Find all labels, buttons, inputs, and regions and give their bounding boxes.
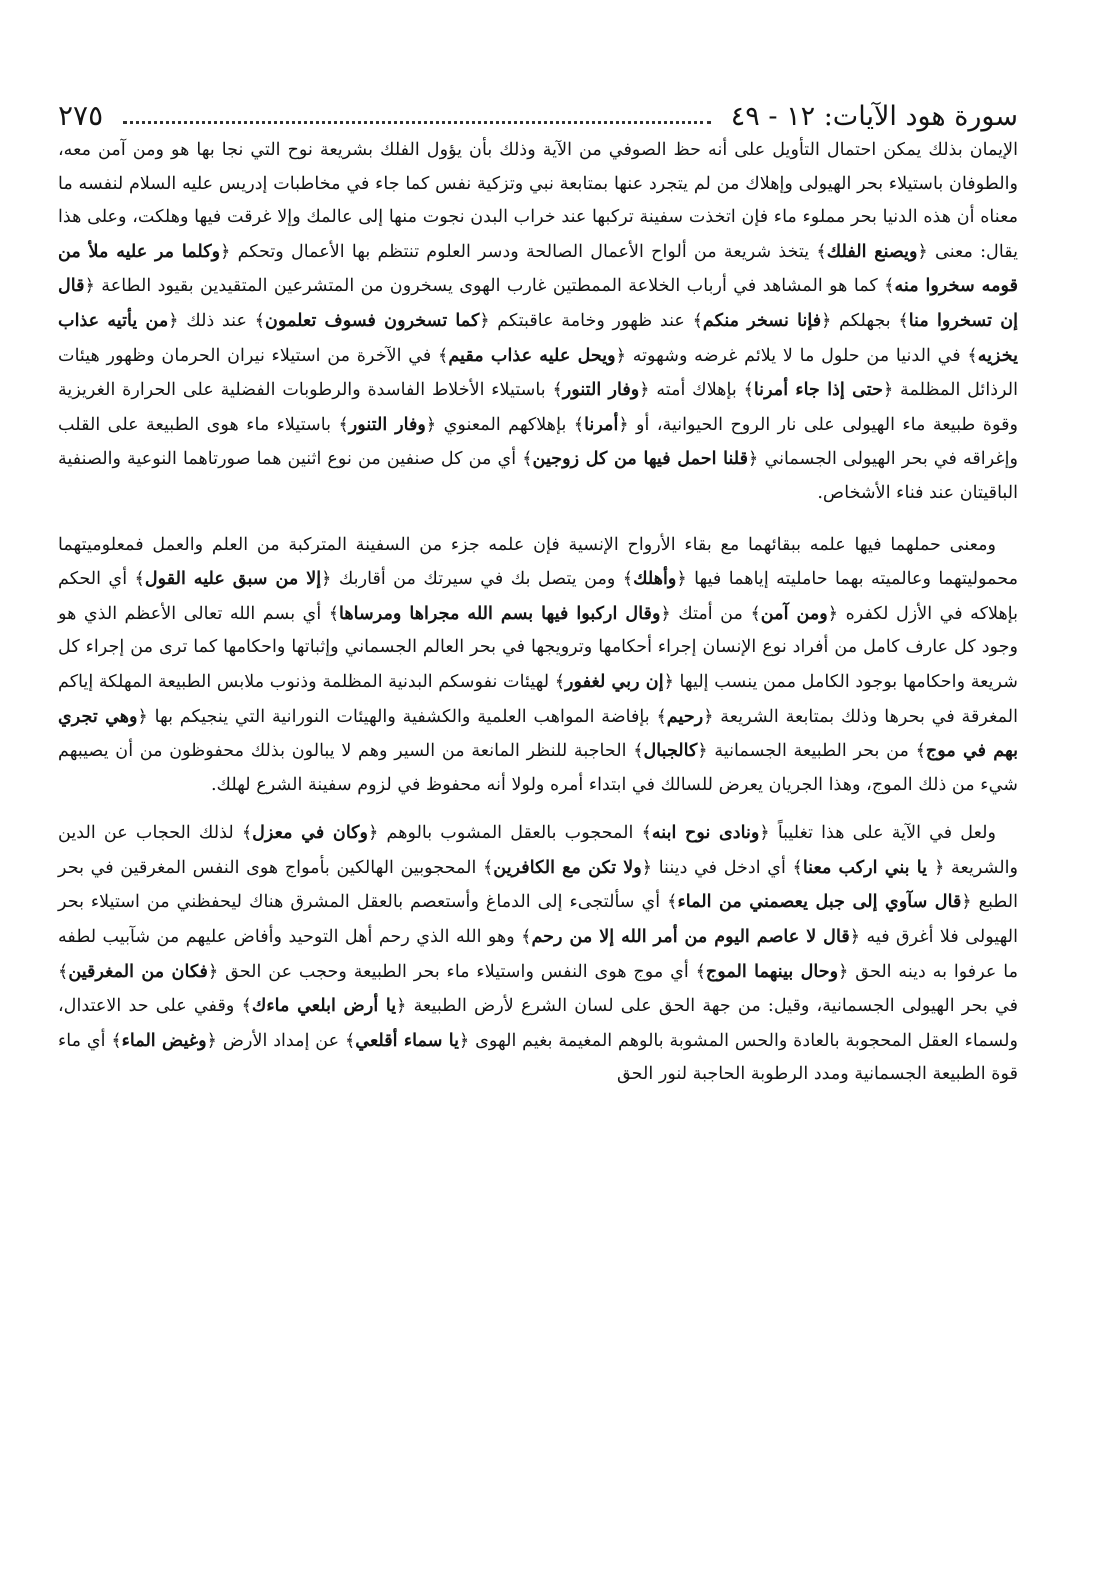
quran-quote: وفار التنور (348, 413, 426, 435)
quote-open-bracket-icon: ﴿ (425, 414, 437, 435)
quote-close-bracket-icon: ﴾ (552, 380, 563, 401)
text-segment: أي سألتجىء إلى الدماغ وأستعصم بالعقل المشرق هناك ليحفظني من استيلاء بحر الهيولى فلا أغرق فيه (58, 892, 1018, 948)
quote-open-bracket-icon: ﴿ (84, 276, 95, 297)
text-segment: أي موج هوى النفس واستيلاء ماء بحر الطبيعة وحجب عن الحق (218, 961, 696, 982)
text-segment: ومعنى حملهما فيها علمه ببقائهما مع بقاء الأرواح الإنسية فإن علمه جزء من السفينة المتركبة من العلم والعمل فمعلوميتهما محموليتهما وعالميته بهما حامليته إياهما فيها (58, 534, 1019, 590)
quran-quote: قلنا احمل فيها من كل زوجين (532, 448, 749, 470)
text-segment: أي بسم الله تعالى الأعظم الذي هو وجود كل عارف كامل من أفراد نوع الإنسان إجراء أحكامها وترويجها في بحر العالم الجسماني وإثباتها واحكامها كما ترى من إجراء كل شريعة واحكامها بوجود الكامل ممن ينسب إليها (58, 603, 1018, 692)
text-segment: المحجوبين الهالكين بأمواج هوى النفس المغرقين في بحر الطبع (58, 857, 1018, 913)
quran-quote: فإنا نسخر منكم (702, 309, 822, 331)
quote-close-bracket-icon: ﴾ (521, 927, 532, 948)
quote-close-bracket-icon: ﴾ (641, 823, 652, 844)
quote-open-bracket-icon: ﴿ (618, 414, 629, 435)
text-segment: الحاجبة للنظر المانعة من السير وهم لا يبالون بذلك محفوظون من أن يصيبهم شيء من ذلك الموج، وهذا الجريان يعرض للسالك في ابتداء أمره ولولا أنه محفوظ في لزوم سفينة الشرع لهلك. (58, 741, 1018, 795)
running-title: سورة هود الآيات: ١٢ - ٤٩ (730, 101, 1018, 132)
quote-open-bracket-icon: ﴿ (697, 741, 708, 762)
quote-open-bracket-icon: ﴿ (676, 569, 687, 590)
quote-close-bracket-icon: ﴾ (344, 1030, 356, 1051)
quran-quote: رحيم (666, 705, 704, 727)
quote-open-bracket-icon: ﴿ (703, 706, 714, 727)
text-segment: ومن يتصل بك في سيرتك من أقاربك (331, 569, 623, 590)
quran-quote: قال سآوي إلى جبل يعصمني من الماء (677, 891, 962, 913)
quote-open-bracket-icon: ﴿ (459, 1030, 470, 1051)
text-segment: وهو الله الذي رحم أهل التوحيد وأفاض عليهم من شآبيب لطفه ما عرفوا به دينه الحق (58, 927, 1019, 982)
text-segment: المحجوب بالعقل المشوب بالوهم (378, 823, 642, 844)
quote-close-bracket-icon: ﴾ (884, 276, 895, 297)
text-segment: باستيلاء ماء هوى الطبيعة على القلب وإغراقه في بحر الهيولى الجسماني (58, 414, 1018, 470)
quote-open-bracket-icon: ﴿ (821, 310, 832, 331)
quote-close-bracket-icon: ﴾ (633, 741, 644, 762)
quote-open-bracket-icon: ﴿ (168, 310, 179, 331)
quran-quote: فكان من المغرقين (68, 960, 208, 982)
quran-quote: يا سماء أقلعي (355, 1029, 460, 1051)
quran-quote: وفار التنور (562, 379, 640, 401)
text-segment: يتخذ شريعة من ألواح الأعمال الصالحة ودسر العلوم تنتظم بها الأعمال وتحكم (230, 241, 817, 262)
body-text (58, 134, 1018, 1092)
quote-open-bracket-icon: ﴿ (137, 706, 148, 727)
text-segment: ولعل في الآية على هذا تغليباً (769, 823, 996, 844)
quote-close-bracket-icon: ﴾ (967, 345, 978, 366)
quran-quote: كالجبال (643, 740, 698, 762)
quote-open-bracket-icon: ﴿ (917, 241, 928, 262)
quote-open-bracket-icon: ﴿ (206, 1030, 217, 1051)
text-segment: بإهلاك أمته (649, 380, 744, 401)
quote-close-bracket-icon: ﴾ (554, 671, 566, 692)
quote-close-bracket-icon: ﴾ (915, 741, 926, 762)
quote-close-bracket-icon: ﴾ (241, 996, 252, 1017)
paragraph-3 (58, 816, 1018, 1092)
quote-open-bracket-icon: ﴿ (220, 241, 231, 262)
page (58, 70, 1018, 1092)
quote-open-bracket-icon: ﴿ (321, 569, 332, 590)
quote-open-bracket-icon: ﴿ (882, 380, 894, 401)
text-segment: الإيمان بذلك يمكن احتمال التأويل على أنه حظ الصوفي من الآية وذلك بأن يؤول الفلك بشريعة نوح التي نجا بها هو ومن آمن معه، والطوفان باستيلاء بحر الهيولى وإهلاك من لم يتجرد عنها بمتابعة نبي وتزكية نفس كما جاء في مخاطبات إدريس عليه السلام لنفسه ما معناه أن هذه الدنيا بحر مملوء ماء فإن اتخذت سفينة تركبها عند خراب البدن نجوت منها إلى عالمك وإلا غرقت فيها وهلكت، وعلى هذا يقال: معنى (58, 140, 1018, 262)
quote-close-bracket-icon: ﴾ (482, 857, 494, 878)
text-segment: باستيلاء الأخلاط الفاسدة والرطوبات الفضلية على الحرارة الغريزية وقوة طبيعة ماء الهيولى على نار الروح الحيوانية، أو (58, 380, 1018, 435)
quran-quote: وغيض الماء (121, 1029, 207, 1051)
quran-quote: كما تسخرون فسوف تعلمون (264, 309, 480, 331)
quote-open-bracket-icon: ﴿ (759, 823, 770, 844)
quote-close-bracket-icon: ﴾ (656, 706, 667, 727)
paragraph-2 (58, 529, 1018, 803)
quran-quote: أمرنا (584, 413, 619, 435)
quran-quote: من يأتيه عذاب يخزيه (58, 309, 1018, 366)
quote-close-bracket-icon: ﴾ (58, 961, 69, 982)
quote-close-bracket-icon: ﴾ (816, 241, 827, 262)
text-segment: عند ظهور وخامة عاقبتكم (489, 310, 693, 331)
quote-close-bracket-icon: ﴾ (254, 310, 265, 331)
quote-close-bracket-icon: ﴾ (898, 310, 909, 331)
quote-close-bracket-icon: ﴾ (667, 892, 678, 913)
quote-close-bracket-icon: ﴾ (111, 1030, 122, 1051)
quran-quote: وقال اركبوا فيها بسم الله مجراها ومرساها (339, 602, 661, 624)
quran-quote: إن ربي لغفور (565, 670, 664, 692)
quote-close-bracket-icon: ﴾ (134, 569, 145, 590)
quran-quote: ونادى نوح ابنه (651, 822, 760, 844)
quote-open-bracket-icon: ﴿ (639, 380, 650, 401)
quote-open-bracket-icon: ﴿ (660, 603, 671, 624)
quote-close-bracket-icon: ﴾ (522, 449, 533, 470)
quote-close-bracket-icon: ﴾ (328, 603, 339, 624)
quran-quote: ولا تكن مع الكافرين (493, 856, 642, 878)
quote-close-bracket-icon: ﴾ (241, 823, 253, 844)
quote-open-bracket-icon: ﴿ (838, 961, 849, 982)
text-segment: في الدنيا من حلول ما لا يلائم غرضه وشهوته (626, 345, 968, 366)
page-header (58, 70, 1018, 134)
text-segment: بجهلكم (831, 310, 899, 331)
quote-close-bracket-icon: ﴾ (743, 380, 754, 401)
quran-quote: وحال بينهما الموج (705, 960, 839, 982)
quote-close-bracket-icon: ﴾ (573, 414, 585, 435)
paragraph-1 (58, 134, 1018, 511)
quran-quote: إلا من سبق عليه القول (144, 568, 322, 590)
quote-open-bracket-icon: ﴿ (641, 857, 653, 878)
quote-open-bracket-icon: ﴿ (961, 892, 972, 913)
text-segment: كما هو المشاهد في أرباب الخلاعة الممطتين غارب الهوى يسخرون من المتشرعين المتقيدين بقيود الطاعة (94, 276, 885, 297)
text-segment: في بحر الهيولى الجسمانية، وقيل: من جهة الحق على لسان الشرع لأرض الطبيعة (406, 996, 1018, 1017)
quote-open-bracket-icon: ﴿ (479, 310, 490, 331)
text-segment: في الآخرة من استيلاء نيران الحرمان وظهور هيئات الرذائل المظلمة (58, 345, 1019, 401)
text-segment: عند ذلك (178, 310, 255, 331)
page-number: ٢٧٥ (58, 99, 104, 132)
quote-close-bracket-icon: ﴾ (438, 345, 449, 366)
text-segment: أي الحكم بإهلاكه في الأزل لكفره (58, 569, 1018, 624)
quran-quote: يا بني اركب معنا (802, 856, 935, 878)
quote-open-bracket-icon: ﴿ (207, 961, 219, 982)
quote-open-bracket-icon: ﴿ (934, 857, 945, 878)
text-segment: لذلك الحجاب عن الدين والشريعة (58, 823, 1019, 878)
quote-close-bracket-icon: ﴾ (792, 857, 803, 878)
quran-quote: وكلما مر عليه ملأ من قومه سخروا منه (58, 240, 1018, 297)
text-segment: بإفاضة المواهب العلمية والكشفية والهيئات النورانية التي ينجيكم بها (147, 706, 657, 727)
text-segment: عن إمداد الأرض (216, 1030, 345, 1051)
dotted-leader (123, 120, 711, 124)
quote-open-bracket-icon: ﴿ (615, 345, 626, 366)
quran-quote: قال إن تسخروا منا (58, 275, 1019, 331)
quote-close-bracket-icon: ﴾ (695, 961, 706, 982)
quran-quote: وأهلك (633, 568, 677, 590)
text-segment: من أمتك (670, 603, 751, 624)
text-segment: بإهلاكهم المعنوي (436, 414, 574, 435)
text-segment: أي من كل صنفين من نوع اثنين هما صورتاهما النوعية والصنفية الباقيتان عند فناء الأشخاص. (58, 449, 1018, 503)
quote-open-bracket-icon: ﴿ (748, 449, 759, 470)
text-segment: لهيئات نفوسكم البدنية المظلمة وذنوب ملابس الطبيعة المهلكة إياكم المغرقة في بحرها وذلك بمتابعة الشريعة (58, 671, 1019, 727)
quote-open-bracket-icon: ﴿ (663, 671, 674, 692)
quran-quote: ويحل عليه عذاب مقيم (448, 344, 616, 366)
quran-quote: ويصنع الفلك (826, 240, 918, 262)
quran-quote: وهي تجري بهم في موج (58, 705, 1018, 762)
quran-quote: قال لا عاصم اليوم من أمر الله إلا من رحم (531, 926, 850, 948)
text-segment: أي ادخل في ديننا (652, 857, 793, 878)
quote-open-bracket-icon: ﴿ (396, 996, 407, 1017)
quote-close-bracket-icon: ﴾ (692, 310, 703, 331)
quote-open-bracket-icon: ﴿ (849, 927, 861, 948)
text-segment: أي ماء قوة الطبيعة الجسمانية ومدد الرطوبة الحاجبة لنور الحق (58, 1030, 1018, 1085)
quran-quote: يا أرض ابلعي ماءك (251, 995, 397, 1017)
quran-quote: ومن آمن (760, 602, 828, 624)
text-segment: من بحر الطبيعة الجسمانية (707, 741, 916, 762)
quran-quote: وكان في معزل (252, 822, 369, 844)
quote-close-bracket-icon: ﴾ (622, 569, 634, 590)
quote-open-bracket-icon: ﴿ (368, 823, 379, 844)
quran-quote: حتى إذا جاء أمرنا (753, 379, 883, 401)
text-segment: وقفي على حد الاعتدال، ولسماء العقل المحجوبة بالعادة والحس المشوبة بالوهم المغيمة بغيم الهوى (58, 996, 1018, 1051)
quote-open-bracket-icon: ﴿ (827, 603, 839, 624)
quote-close-bracket-icon: ﴾ (338, 414, 349, 435)
quote-close-bracket-icon: ﴾ (750, 603, 761, 624)
